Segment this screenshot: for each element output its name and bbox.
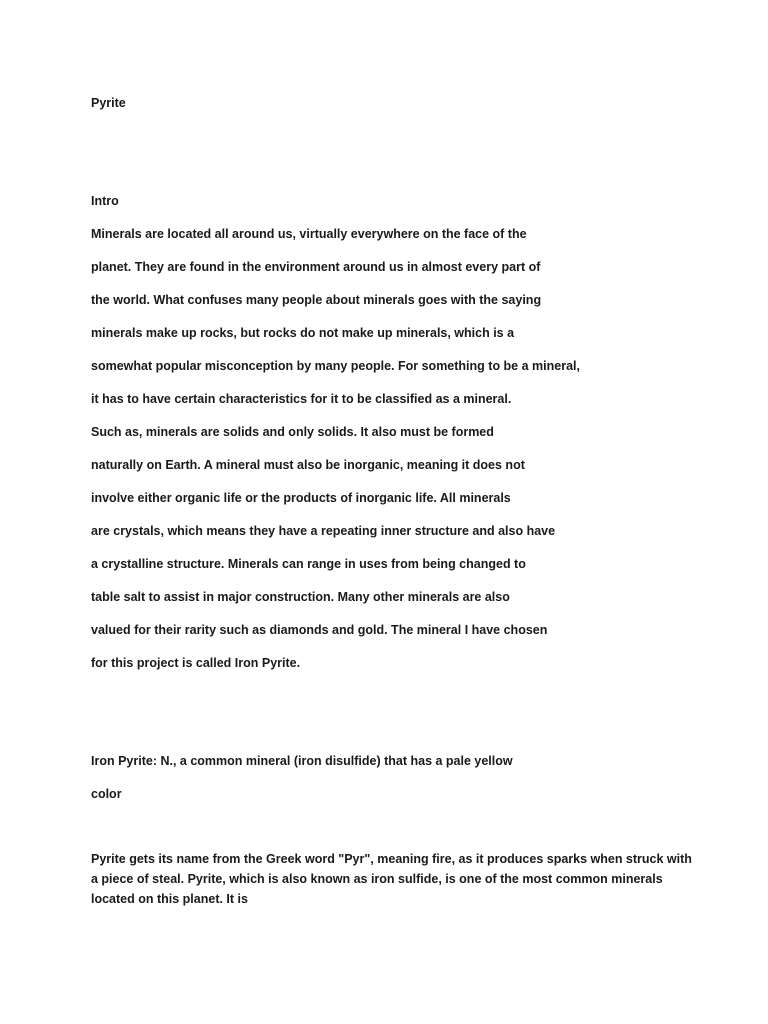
intro-line: naturally on Earth. A mineral must also be inorganic, meaning it does not [91,458,525,472]
intro-line: valued for their rarity such as diamonds and gold. The mineral I have chosen [91,623,548,637]
intro-line: minerals make up rocks, but rocks do not make up minerals, which is a [91,326,515,340]
body-line: located on this planet. It is [91,892,248,906]
body-paragraph [91,849,711,909]
intro-line: for this project is called Iron Pyrite. [91,656,301,670]
intro-line: Minerals are located all around us, virtually everywhere on the face of the [91,227,527,241]
intro-line: planet. They are found in the environment around us in almost every part of [91,260,541,274]
intro-line: it has to have certain characteristics for it to be classified as a mineral. [91,392,512,406]
definition-line: color [91,787,122,801]
intro-line: a crystalline structure. Minerals can range in uses from being changed to [91,557,526,571]
intro-line: are crystals, which means they have a repeating inner structure and also have [91,524,556,538]
body-line: Pyrite gets its name from the Greek word "Pyr", meaning fire, as it produces sparks when struck with [91,852,692,866]
intro-line: the world. What confuses many people about minerals goes with the saying [91,293,542,307]
intro-line: Such as, minerals are solids and only solids. It also must be formed [91,425,494,439]
body-line: a piece of steal. Pyrite, which is also known as iron sulfide, is one of the most common minerals [91,872,663,886]
intro-line: somewhat popular misconception by many people. For something to be a mineral, [91,359,580,373]
definition-line: Iron Pyrite: N., a common mineral (iron disulfide) that has a pale yellow [91,754,513,768]
intro-line: table salt to assist in major construction. Many other minerals are also [91,590,510,604]
document-title: Pyrite [91,96,126,110]
intro-heading: Intro [91,194,119,208]
intro-line: involve either organic life or the products of inorganic life. All minerals [91,491,511,505]
